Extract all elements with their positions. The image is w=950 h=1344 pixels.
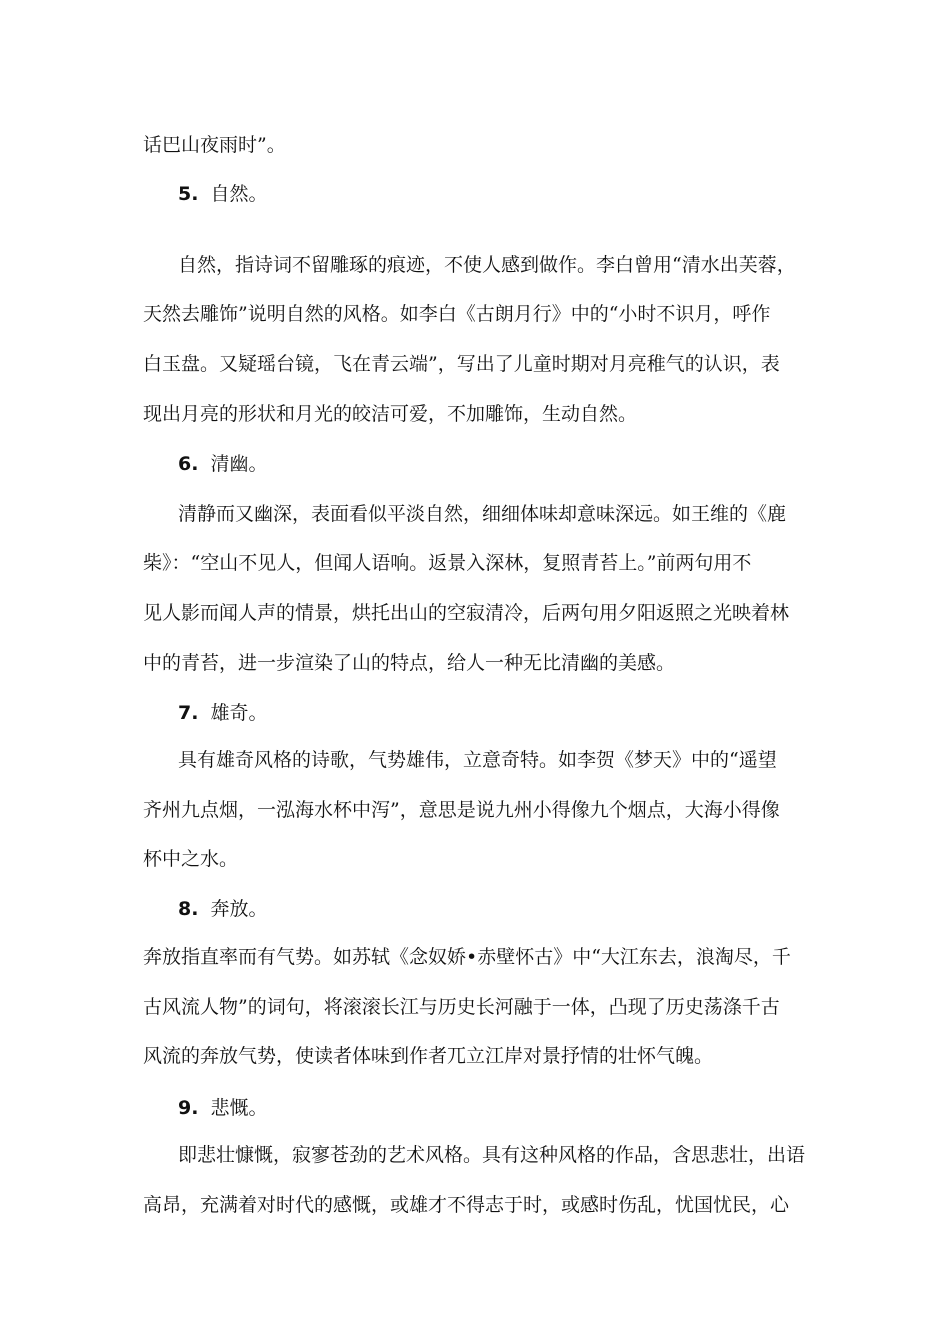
section-number: 9. — [178, 1097, 199, 1119]
section-heading-5 — [178, 181, 267, 207]
section-heading-8 — [178, 896, 267, 922]
section-number: 8. — [178, 898, 199, 920]
text-line: 清静而又幽深，表面看似平淡自然，细细体味却意味深远。如王维的《鹿 — [178, 503, 787, 525]
text-line: 见人影而闻人声的情景，烘托出山的空寂清冷，后两句用夕阳返照之光映着林 — [143, 602, 790, 624]
section-title: 奔放。 — [210, 898, 268, 920]
text-line: 古风流人物”的词句，将滚滚长江与历史长河融于一体，凸现了历史荡涤千古 — [143, 996, 780, 1018]
section-title: 悲慨。 — [210, 1097, 268, 1119]
section-title: 清幽。 — [210, 453, 268, 475]
text-line: 具有雄奇风格的诗歌，气势雄伟，立意奇特。如李贺《梦天》中的“遥望 — [178, 749, 777, 771]
text-line: 即悲壮慷慨，寂寥苍劲的艺术风格。具有这种风格的作品，含思悲壮，出语 — [178, 1144, 806, 1166]
text-line: 话巴山夜雨时”。 — [143, 134, 286, 156]
text-line: 奔放指直率而有气势。如苏轼《念奴娇•赤壁怀古》中“大江东去，浪淘尽，千 — [143, 946, 791, 968]
text-line: 杯中之水。 — [143, 848, 239, 870]
section-number: 5. — [178, 183, 199, 205]
section-title: 自然。 — [210, 183, 268, 205]
text-line: 现出月亮的形状和月光的皎洁可爱，不加雕饰，生动自然。 — [143, 403, 638, 425]
text-line: 天然去雕饰”说明自然的风格。如李白《古朗月行》中的“小时不识月，呼作 — [143, 303, 771, 325]
section-heading-7 — [178, 700, 267, 726]
text-line: 中的青苔，进一步渲染了山的特点，给人一种无比清幽的美感。 — [143, 652, 676, 674]
text-line: 风流的奔放气势，使读者体味到作者兀立江岸对景抒情的壮怀气魄。 — [143, 1045, 714, 1067]
text-line: 自然，指诗词不留雕琢的痕迹，不使人感到做作。李白曾用“清水出芙蓉， — [178, 254, 796, 276]
text-line: 齐州九点烟，一泓海水杯中泻”，意思是说九州小得像九个烟点，大海小得像 — [143, 799, 780, 821]
text-line: 白玉盘。又疑瑶台镜，飞在青云端”，写出了儿童时期对月亮稚气的认识，表 — [143, 353, 780, 375]
section-number: 7. — [178, 702, 199, 724]
section-number: 6. — [178, 453, 199, 475]
text-line: 柴》：“空山不见人，但闻人语响。返景入深林，复照青苔上。”前两句用不 — [143, 552, 752, 574]
text-line: 高昂，充满着对时代的感慨，或雄才不得志于时，或感时伤乱，忧国忧民，心 — [143, 1194, 790, 1216]
section-heading-6 — [178, 451, 267, 477]
section-title: 雄奇。 — [210, 702, 268, 724]
section-heading-9 — [178, 1095, 267, 1121]
